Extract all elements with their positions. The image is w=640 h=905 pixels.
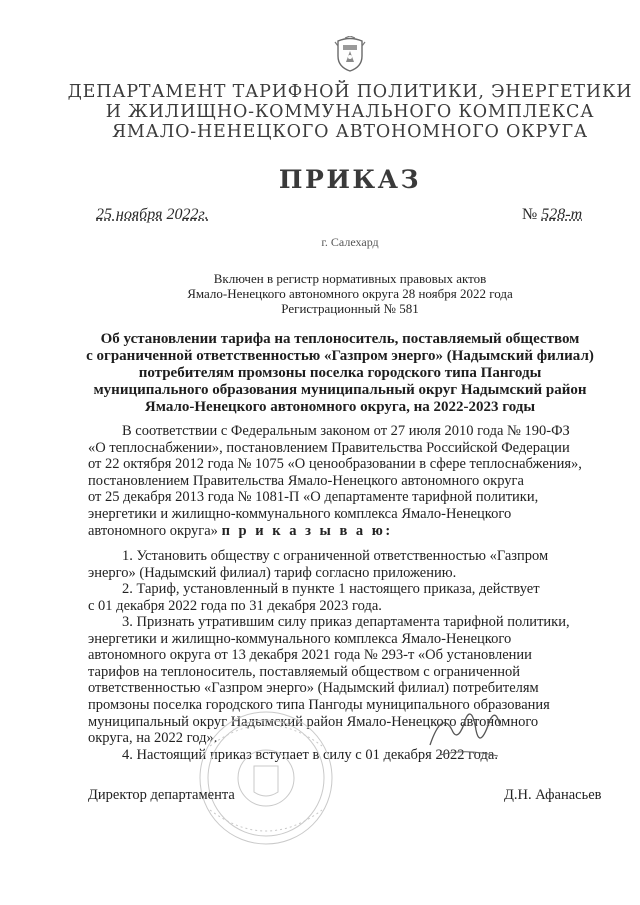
item-3-line-5: ответственностью «Газпром энерго» (Надымский филиал) потребителям	[88, 680, 539, 697]
department-line-2: И ЖИЛИЩНО-КОММУНАЛЬНОГО КОМПЛЕКСА	[105, 102, 595, 122]
registry-line-1: Включен в регистр нормативных правовых актов	[213, 271, 487, 286]
subject-line-4: муниципального образования муниципальный округ Надымский район	[93, 382, 587, 398]
item-3	[88, 614, 602, 747]
subject-line-1: Об установлении тарифа на теплоноситель, поставляемый обществом	[100, 331, 580, 347]
item-3-line-8: округа, на 2022 год».	[88, 730, 218, 747]
order-word: п р и к а з ы в а ю:	[221, 522, 393, 539]
preamble-last-line: автономного округа»	[88, 522, 218, 539]
preamble-line-5: от 25 декабря 2013 года № 1081-П «О департаменте тарифной политики,	[88, 489, 539, 506]
registry-line-2: Ямало-Ненецкого автономного округа 28 ноября 2022 года	[187, 286, 513, 301]
item-4	[88, 747, 602, 764]
department-line-3: ЯМАЛО-НЕНЕЦКОГО АВТОНОМНОГО ОКРУГА	[111, 122, 588, 142]
item-2	[88, 581, 602, 614]
registry-line-3: Регистрационный № 581	[281, 301, 419, 316]
item-3-line-7: муниципальный округ Надымский район Ямало-Ненецкого автономного	[88, 713, 539, 730]
order-date-handwritten: 25 ноября	[96, 206, 163, 223]
item-3-line-4: тарифов на теплоноситель, поставляемый обществом с ограниченной	[88, 663, 521, 680]
preamble-paragraph	[88, 423, 602, 539]
order-city: г. Салехард	[321, 235, 379, 249]
item-3-line-6: промзоны поселка городского типа Пангоды муниципального образования	[88, 696, 550, 713]
preamble-line-7	[88, 523, 602, 540]
order-number	[522, 206, 582, 224]
item-3-line-1: 3. Признать утратившим силу приказ департамента тарифной политики,	[122, 614, 570, 630]
department-line-1: ДЕПАРТАМЕНТ ТАРИФНОЙ ПОЛИТИКИ, ЭНЕРГЕТИКИ	[67, 82, 633, 102]
coat-of-arms-icon	[333, 36, 367, 72]
order-number-label: №	[522, 206, 538, 223]
subject-line-3: потребителям промзоны поселка городского типа Пангоды	[138, 365, 542, 381]
order-subject	[70, 331, 610, 416]
item-2-line-2: с 01 декабря 2022 года по 31 декабря 2023 года.	[88, 597, 382, 614]
preamble-line-4: постановлением Правительства Ямало-Ненецкого автономного округа	[88, 472, 524, 489]
department-name	[60, 82, 640, 142]
item-3-line-2: энергетики и жилищно-коммунального комплекса Ямало-Ненецкого	[88, 630, 512, 647]
item-1	[88, 548, 602, 581]
item-1-line-2: энерго» (Надымский филиал) тариф согласно приложению.	[88, 564, 457, 581]
preamble-line-6: энергетики и жилищно-коммунального комплекса Ямало-Ненецкого	[88, 505, 512, 522]
signatory-name: Д.Н. Афанасьев	[504, 787, 602, 803]
preamble-line-3: от 22 октября 2012 года № 1075 «О ценообразовании в сфере теплоснабжения»,	[88, 456, 582, 473]
order-year-handwritten: 22г.	[182, 206, 209, 223]
item-4-line-1: 4. Настоящий приказ вступает в силу с 01 декабря 2022 года.	[122, 747, 498, 763]
official-seal-stamp	[196, 696, 336, 856]
order-number-handwritten: 528-т	[541, 206, 583, 223]
order-date	[96, 206, 208, 224]
item-2-line-1: 2. Тариф, установленный в пункте 1 настоящего приказа, действует	[122, 581, 540, 597]
subject-line-2: с ограниченной ответственностью «Газпром энерго» (Надымский филиал)	[86, 348, 594, 364]
handwritten-signature	[420, 700, 510, 770]
item-3-line-3: автономного округа от 13 декабря 2021 года № 293-т «Об установлении	[88, 647, 532, 664]
registry-note	[130, 271, 570, 316]
signatory-position: Директор департамента	[88, 787, 235, 803]
preamble-line-2: «О теплоснабжении», постановлением Правительства Российской Федерации	[88, 439, 570, 456]
order-year-prefix: 20	[166, 206, 183, 223]
document-title: ПРИКАЗ	[278, 165, 422, 194]
item-1-line-1: 1. Установить обществу с ограниченной ответственностью «Газпром	[122, 548, 549, 564]
subject-line-5: Ямало-Ненецкого автономного округа, на 2022-2023 годы	[144, 399, 536, 415]
preamble-line-1: В соответствии с Федеральным законом от 27 июля 2010 года № 190-ФЗ	[122, 423, 570, 439]
